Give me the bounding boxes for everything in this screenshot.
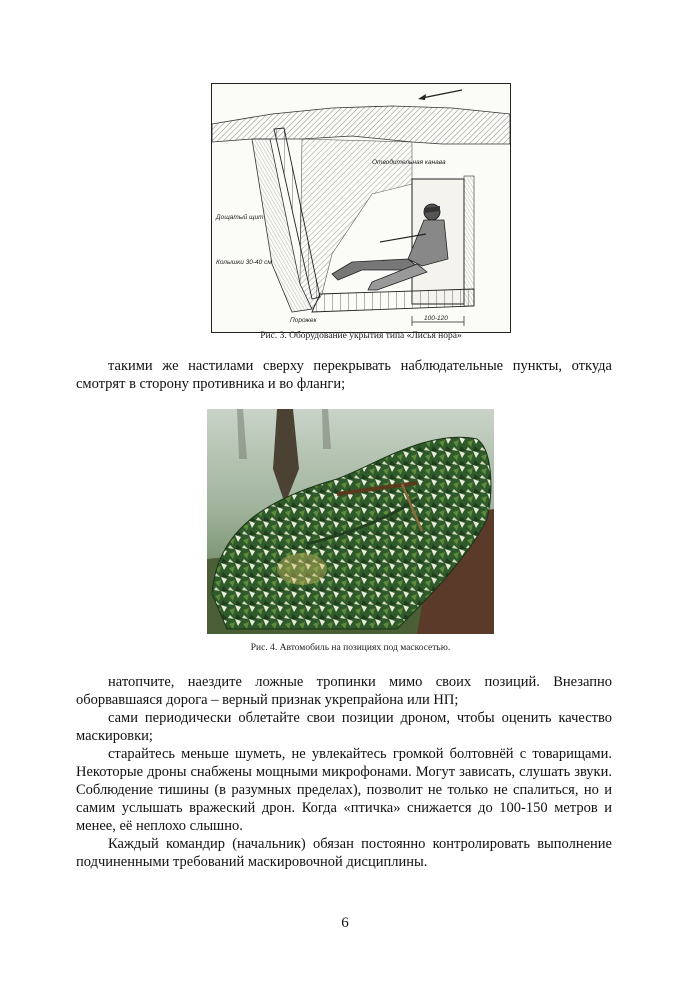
paragraph-false-paths: натопчите, наездите ложные тропинки мимо своих позиций. Внезапно оборвавшаяся дорога – верный признак укрепрайона или НП;: [76, 674, 612, 708]
figure-4-camouflaged-car-photo: [207, 409, 494, 634]
figure-4-caption: Рис. 4. Автомобиль на позициях под маскосетью.: [250, 643, 451, 653]
paragraph-noise: старайтесь меньше шуметь, не увлекайтесь громкой болтовнёй с товарищами. Некоторые дроны снабжены мощными микрофонами. Могут зависать, слушать звуки. Соблюдение тишины (в разумных пределах), позволит не только не спалиться, но и самим услышать вражеский дрон. Когда «птичка» снижается до 100-150 метров и менее, её неплохо слышно.: [76, 746, 612, 834]
paragraph-commander: Каждый командир (начальник) обязан постоянно контролировать выполнение подчиненными требований маскировочной дисциплины.: [76, 836, 612, 870]
label-board-shield: Дощатый щит: [216, 214, 264, 221]
figure-3-foxhole-drawing: [211, 83, 511, 333]
label-width: 100-120: [424, 315, 448, 322]
figure-3-caption: Рис. 3. Оборудование укрытия типа «Лисья нора»: [260, 331, 462, 341]
page-number: 6: [341, 915, 349, 931]
label-drainage: Отводительная канава: [372, 159, 446, 166]
paragraph-drone-check: сами периодически облетайте свои позиции дроном, чтобы оценить качество маскировки;: [76, 710, 612, 744]
paragraph-observation-posts: такими же настилами сверху перекрывать наблюдательные пункты, откуда смотрят в сторону противника и во фланги;: [76, 358, 612, 392]
car-under-net-image: [207, 409, 494, 634]
label-step: Порожек: [290, 317, 317, 324]
foxhole-illustration: [212, 84, 510, 332]
label-stakes: Колышки 30-40 см: [216, 259, 272, 266]
